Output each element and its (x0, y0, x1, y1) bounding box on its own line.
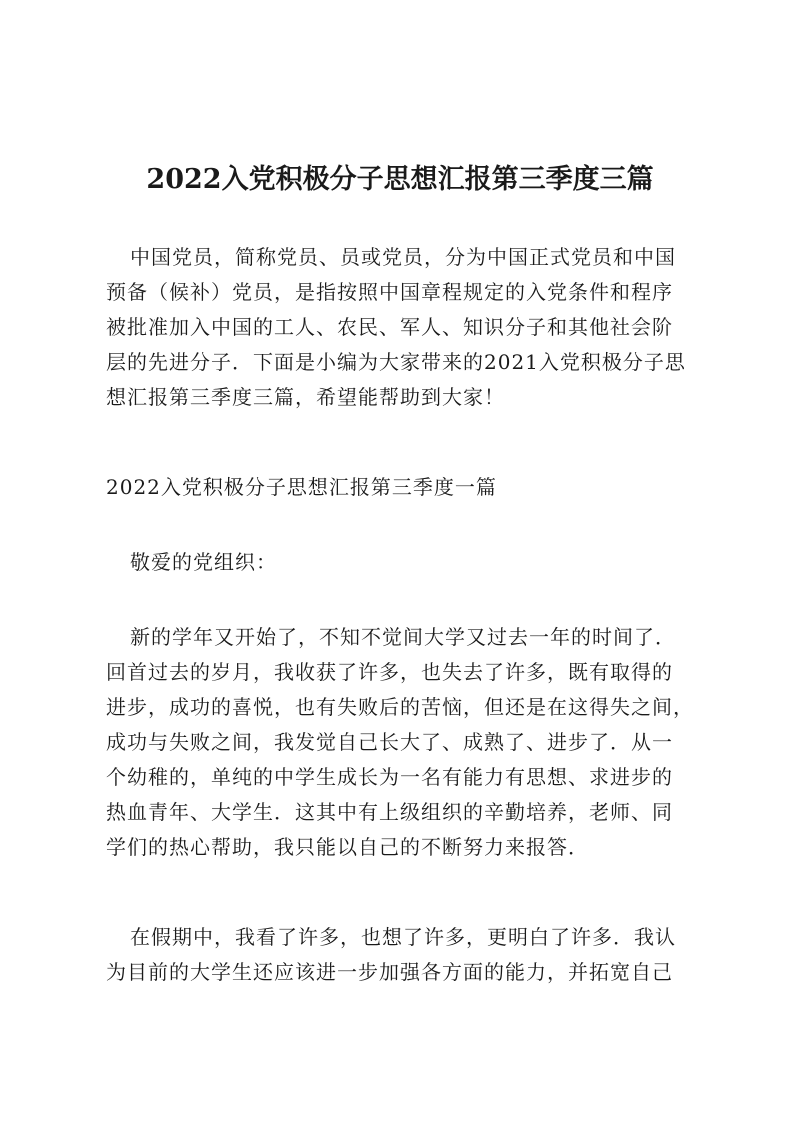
document-title: 2022入党积极分子思想汇报第三季度三篇 (146, 164, 654, 195)
intro-line: 想汇报第三季度三篇，希望能帮助到大家！ (106, 385, 505, 409)
paragraph-line: 个幼稚的，单纯的中学生成长为一名有能力有思想、求进步的 (106, 765, 673, 789)
paragraph-line: 在假期中，我看了许多，也想了许多，更明白了许多．我认 (130, 925, 676, 949)
paragraph-line: 热血青年、大学生．这其中有上级组织的辛勤培养，老师、同 (106, 800, 673, 824)
paragraph-line: 为目前的大学生还应该进一步加强各方面的能力，并拓宽自己 (106, 960, 673, 984)
body-paragraph-2 (106, 920, 706, 990)
section-heading: 2022入党积极分子思想汇报第三季度一篇 (106, 475, 497, 499)
section-heading-block (106, 470, 706, 505)
intro-line: 预备（候补）党员，是指按照中国章程规定的入党条件和程序 (106, 280, 673, 304)
paragraph-line: 成功与失败之间，我发觉自己长大了、成熟了、进步了．从一 (106, 730, 673, 754)
paragraph-line: 回首过去的岁月，我收获了许多，也失去了许多，既有取得的 (106, 660, 673, 684)
body-paragraph-1 (106, 620, 706, 865)
paragraph-line: 进步，成功的喜悦，也有失败后的苦恼，但还是在这得失之间， (106, 695, 694, 719)
intro-line: 中国党员，简称党员、员或党员，分为中国正式党员和中国 (130, 245, 676, 269)
intro-paragraph (106, 240, 706, 415)
salutation: 敬爱的党组织： (130, 550, 277, 574)
paragraph-line: 新的学年又开始了，不知不觉间大学又过去一年的时间了． (130, 625, 676, 649)
intro-line: 层的先进分子．下面是小编为大家带来的2021入党积极分子思 (106, 350, 686, 374)
salutation-block (106, 545, 706, 580)
paragraph-line: 学们的热心帮助，我只能以自己的不断努力来报答． (106, 835, 589, 859)
intro-line: 被批准加入中国的工人、农民、军人、知识分子和其他社会阶 (106, 315, 673, 339)
